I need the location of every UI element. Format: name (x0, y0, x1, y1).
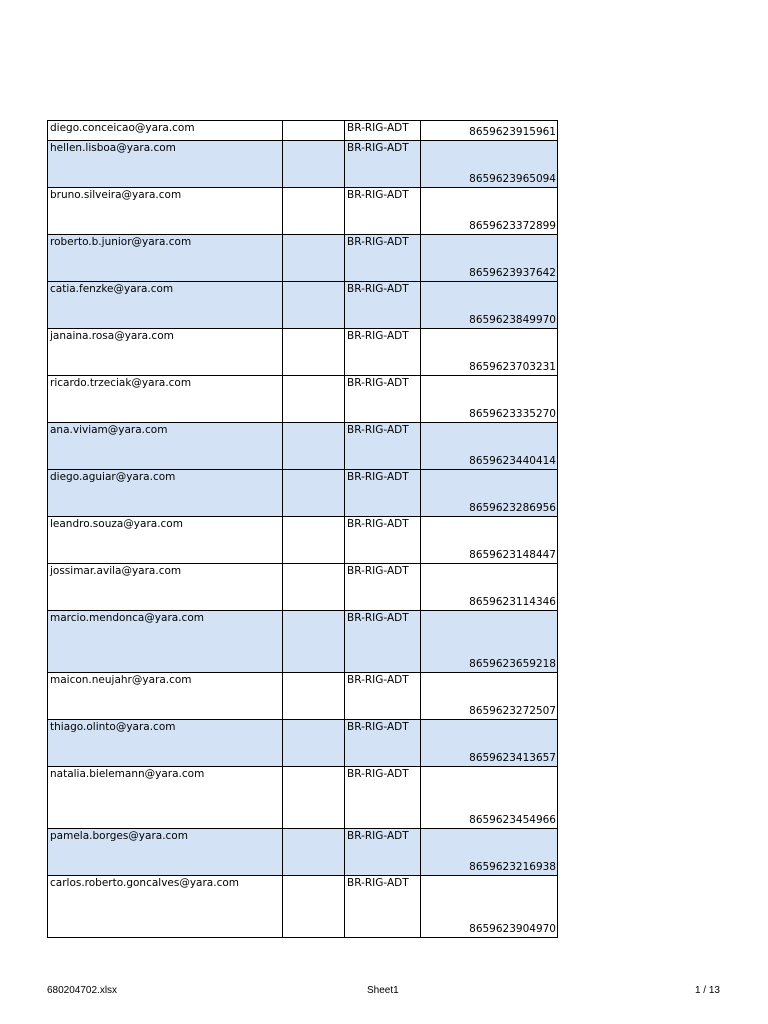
code-cell: BR-RIG-ADT (345, 470, 421, 517)
table-row (48, 564, 558, 611)
code-cell: BR-RIG-ADT (345, 564, 421, 611)
number-cell: 8659623372899 (421, 188, 558, 235)
spreadsheet-table (47, 120, 558, 938)
table-row (48, 470, 558, 517)
table-row (48, 673, 558, 720)
empty-cell (283, 564, 345, 611)
email-cell: carlos.roberto.goncalves@yara.com (48, 876, 283, 938)
code-cell: BR-RIG-ADT (345, 282, 421, 329)
table-row (48, 188, 558, 235)
code-cell: BR-RIG-ADT (345, 517, 421, 564)
number-cell: 8659623904970 (421, 876, 558, 938)
email-cell: diego.aguiar@yara.com (48, 470, 283, 517)
code-cell: BR-RIG-ADT (345, 767, 421, 829)
code-cell: BR-RIG-ADT (345, 673, 421, 720)
email-cell: jossimar.avila@yara.com (48, 564, 283, 611)
code-cell: BR-RIG-ADT (345, 141, 421, 188)
table-row (48, 611, 558, 673)
email-cell: leandro.souza@yara.com (48, 517, 283, 564)
number-cell: 8659623454966 (421, 767, 558, 829)
code-cell: BR-RIG-ADT (345, 121, 421, 141)
empty-cell (283, 767, 345, 829)
number-cell: 8659623272507 (421, 673, 558, 720)
table-row (48, 121, 558, 141)
number-cell: 8659623413657 (421, 720, 558, 767)
footer-page-indicator: 1 / 13 (694, 985, 720, 996)
email-cell: natalia.bielemann@yara.com (48, 767, 283, 829)
table-row (48, 329, 558, 376)
empty-cell (283, 673, 345, 720)
footer-sheet-name: Sheet1 (367, 985, 399, 996)
empty-cell (283, 141, 345, 188)
number-cell: 8659623915961 (421, 121, 558, 141)
code-cell: BR-RIG-ADT (345, 720, 421, 767)
number-cell: 8659623148447 (421, 517, 558, 564)
code-cell: BR-RIG-ADT (345, 188, 421, 235)
empty-cell (283, 423, 345, 470)
code-cell: BR-RIG-ADT (345, 829, 421, 876)
email-cell: ana.viviam@yara.com (48, 423, 283, 470)
number-cell: 8659623849970 (421, 282, 558, 329)
number-cell: 8659623937642 (421, 235, 558, 282)
table-row (48, 517, 558, 564)
number-cell: 8659623965094 (421, 141, 558, 188)
table-row (48, 720, 558, 767)
number-cell: 8659623703231 (421, 329, 558, 376)
email-cell: janaina.rosa@yara.com (48, 329, 283, 376)
code-cell: BR-RIG-ADT (345, 235, 421, 282)
empty-cell (283, 829, 345, 876)
table-row (48, 767, 558, 829)
empty-cell (283, 282, 345, 329)
code-cell: BR-RIG-ADT (345, 423, 421, 470)
table-row (48, 282, 558, 329)
number-cell: 8659623659218 (421, 611, 558, 673)
table-row (48, 235, 558, 282)
email-cell: hellen.lisboa@yara.com (48, 141, 283, 188)
empty-cell (283, 235, 345, 282)
email-cell: thiago.olinto@yara.com (48, 720, 283, 767)
empty-cell (283, 720, 345, 767)
email-cell: roberto.b.junior@yara.com (48, 235, 283, 282)
number-cell: 8659623216938 (421, 829, 558, 876)
email-cell: maicon.neujahr@yara.com (48, 673, 283, 720)
number-cell: 8659623335270 (421, 376, 558, 423)
table-row (48, 141, 558, 188)
email-cell: marcio.mendonca@yara.com (48, 611, 283, 673)
email-cell: pamela.borges@yara.com (48, 829, 283, 876)
empty-cell (283, 470, 345, 517)
email-cell: catia.fenzke@yara.com (48, 282, 283, 329)
table-row (48, 376, 558, 423)
table-row (48, 829, 558, 876)
empty-cell (283, 517, 345, 564)
footer-filename: 680204702.xlsx (47, 985, 118, 996)
empty-cell (283, 188, 345, 235)
email-cell: ricardo.trzeciak@yara.com (48, 376, 283, 423)
empty-cell (283, 611, 345, 673)
empty-cell (283, 376, 345, 423)
code-cell: BR-RIG-ADT (345, 329, 421, 376)
code-cell: BR-RIG-ADT (345, 876, 421, 938)
email-cell: diego.conceicao@yara.com (48, 121, 283, 141)
table-row (48, 876, 558, 938)
number-cell: 8659623440414 (421, 423, 558, 470)
empty-cell (283, 329, 345, 376)
number-cell: 8659623286956 (421, 470, 558, 517)
number-cell: 8659623114346 (421, 564, 558, 611)
table-row (48, 423, 558, 470)
empty-cell (283, 121, 345, 141)
spreadsheet-body (48, 121, 558, 938)
empty-cell (283, 876, 345, 938)
code-cell: BR-RIG-ADT (345, 611, 421, 673)
code-cell: BR-RIG-ADT (345, 376, 421, 423)
email-cell: bruno.silveira@yara.com (48, 188, 283, 235)
